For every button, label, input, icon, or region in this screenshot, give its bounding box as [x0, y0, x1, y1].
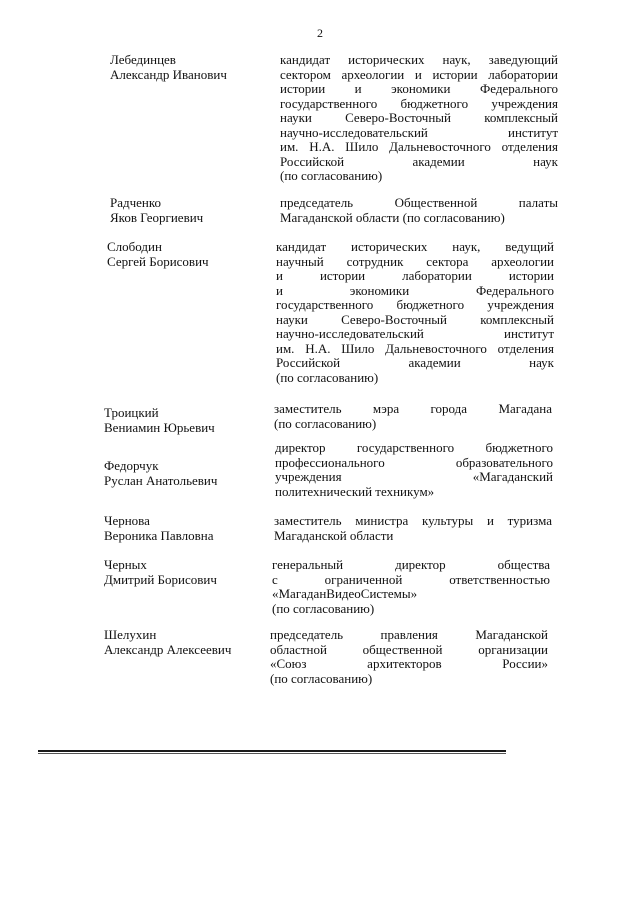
- member-name: [110, 53, 280, 82]
- role-line: (по согласованию): [272, 600, 375, 616]
- member-name: [104, 459, 274, 488]
- role-line: и экономики Федерального: [276, 282, 554, 298]
- role-line: Магаданской области (по согласованию): [280, 209, 505, 225]
- member-surname: Черных: [104, 557, 147, 572]
- member-role: [280, 196, 558, 225]
- member-given-name: Александр Иванович: [110, 66, 227, 82]
- member-role: [275, 441, 553, 499]
- role-line: научно-исследовательский институт: [276, 326, 554, 341]
- role-line: Российской академии наук: [280, 153, 558, 169]
- member-role: [274, 514, 552, 543]
- role-line: «Союз архитекторов России»: [270, 656, 548, 671]
- role-line: кандидат исторических наук, заведующий: [280, 52, 558, 67]
- member-role: [270, 628, 548, 686]
- member-surname: Чернова: [104, 513, 150, 528]
- role-line: науки Северо-Восточный комплексный: [276, 311, 554, 327]
- role-line: заместитель мэра города Магадана: [274, 401, 552, 416]
- role-line: (по согласованию): [270, 670, 373, 686]
- role-line: истории и экономики Федерального: [280, 81, 558, 96]
- member-surname: Радченко: [110, 195, 162, 210]
- member-surname: Шелухин: [104, 627, 157, 642]
- member-name: [104, 628, 274, 657]
- member-given-name: Яков Георгиевич: [110, 209, 204, 225]
- role-line: генеральный директор общества: [272, 557, 550, 572]
- member-given-name: Дмитрий Борисович: [104, 571, 217, 587]
- role-line: государственного бюджетного учреждения: [280, 95, 558, 111]
- role-line: директор государственного бюджетного: [275, 440, 553, 455]
- role-line: областной общественной организации: [270, 641, 548, 657]
- role-line: (по согласованию): [274, 415, 377, 431]
- role-line: им. Н.А. Шило Дальневосточного отделения: [280, 139, 558, 154]
- member-role: [272, 558, 550, 616]
- member-role: [280, 53, 558, 184]
- role-line: (по согласованию): [276, 369, 379, 385]
- role-line: научно-исследовательский институт: [280, 124, 558, 140]
- role-line: и истории лаборатории истории: [276, 268, 554, 283]
- member-role: [274, 402, 552, 431]
- member-surname: Слободин: [107, 239, 162, 254]
- member-surname: Лебединцев: [110, 52, 176, 67]
- role-line: кандидат исторических наук, ведущий: [276, 239, 554, 254]
- role-line: профессионального образовательного: [275, 454, 553, 470]
- member-given-name: Сергей Борисович: [107, 253, 209, 269]
- role-line: (по согласованию): [280, 168, 383, 183]
- member-surname: Троицкий: [104, 405, 159, 420]
- role-line: учреждения «Магаданский: [275, 469, 553, 484]
- role-line: научный сотрудник сектора археологии: [276, 253, 554, 269]
- member-name: [104, 558, 274, 587]
- role-line: председатель Общественной палаты: [280, 195, 558, 210]
- role-line: им. Н.А. Шило Дальневосточного отделения: [276, 340, 554, 356]
- member-given-name: Вероника Павловна: [104, 527, 214, 543]
- page-number: 2: [317, 26, 323, 40]
- member-name: [107, 240, 277, 269]
- member-name: [110, 196, 280, 225]
- role-line: заместитель министра культуры и туризма: [274, 513, 552, 528]
- role-line: председатель правления Магаданской: [270, 627, 548, 642]
- role-line: Российской академии наук: [276, 355, 554, 370]
- role-line: науки Северо-Восточный комплексный: [280, 110, 558, 125]
- bottom-rule-shadow: [38, 753, 506, 754]
- member-given-name: Александр Алексеевич: [104, 641, 232, 657]
- member-name: [104, 514, 274, 543]
- member-role: [276, 240, 554, 385]
- member-name: [104, 406, 274, 435]
- bottom-rule: [38, 750, 506, 752]
- member-given-name: Руслан Анатольевич: [104, 472, 218, 488]
- role-line: сектором археологии и истории лаборатории: [280, 66, 558, 82]
- member-surname: Федорчук: [104, 458, 159, 473]
- role-line: политехнический техникум»: [275, 483, 435, 499]
- role-line: «МагаданВидеоСистемы»: [272, 586, 418, 601]
- member-given-name: Вениамин Юрьевич: [104, 419, 215, 435]
- role-line: Магаданской области: [274, 527, 394, 543]
- role-line: с ограниченной ответственностью: [272, 571, 550, 587]
- role-line: государственного бюджетного учреждения: [276, 297, 554, 312]
